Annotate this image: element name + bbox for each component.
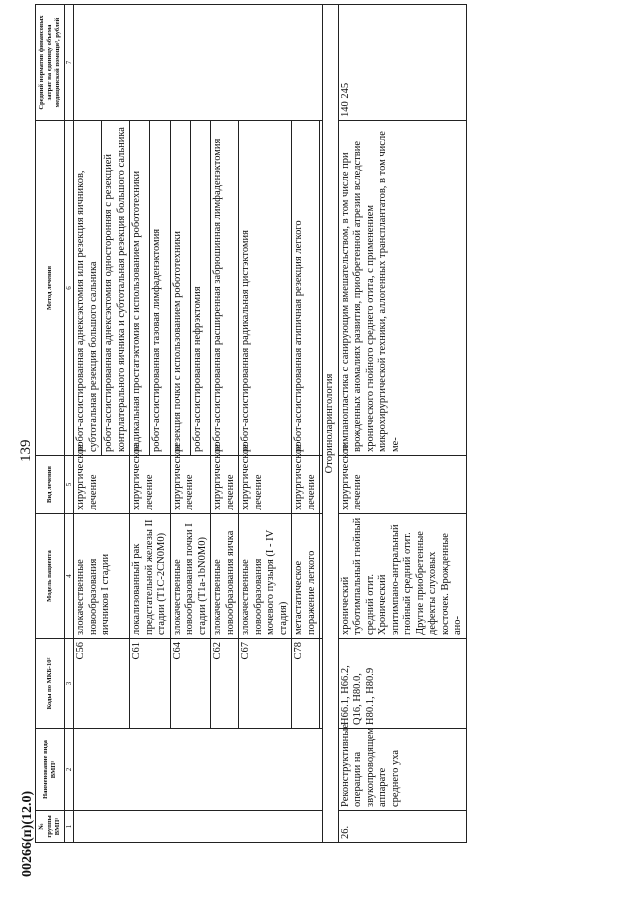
average-cost-cell — [74, 5, 323, 121]
icd-code: C67 — [239, 639, 292, 729]
table-row — [239, 5, 292, 843]
treatment-type: хирургическое лечение — [338, 456, 466, 514]
column-number: 4 — [65, 514, 74, 639]
icd-code: H66.1, H66.2, Q16, H80.0, H80.1, H80.9 — [338, 639, 466, 729]
column-number: 2 — [65, 729, 74, 811]
treatment-type: хирургическое лечение — [211, 456, 239, 514]
treatment-method: робот-ассистированная нефрэктомия — [190, 121, 210, 456]
patient-model: злокачественные новообразования яичников I стадии — [74, 514, 130, 639]
header-treatment-method: Метод лечения — [36, 121, 65, 456]
header-icd-codes: Коды по МКБ-10² — [36, 639, 65, 729]
vmp-name: Реконструктивные операции на звукопроводящем аппарате среднего уха — [338, 729, 466, 811]
treatment-method: робот-ассистированная аднексэктомия односторонняя с резекцией контрлатерального яичника и субтотальная резекция большого сальника — [102, 121, 130, 456]
header-row — [36, 5, 65, 843]
treatment-method: радикальная простатэктомия с использованием робототехники — [130, 121, 150, 456]
section-row — [323, 5, 339, 843]
section-title: Оториноларингология — [323, 5, 339, 843]
header-patient-model: Модель пациента — [36, 514, 65, 639]
header-treatment-type: Вид лечения — [36, 456, 65, 514]
treatment-method: робот-ассистированная аднексэктомия или резекция яичников, субтотальная резекция большого сальника — [74, 121, 102, 456]
page-number: 139 — [18, 439, 34, 462]
column-number: 1 — [65, 811, 74, 843]
column-number-row — [65, 5, 74, 843]
vmp-table — [35, 4, 467, 843]
column-number: 5 — [65, 456, 74, 514]
patient-model: метастатическое поражение легкого — [292, 514, 320, 639]
treatment-type: хирургическое лечение — [239, 456, 292, 514]
table-row — [338, 5, 466, 843]
treatment-method: робот-ассистированная тазовая лимфаденэктомия — [150, 121, 170, 456]
footer-code: 00266(п)(12.0) — [20, 790, 35, 877]
header-group-number: № группы ВМП¹ — [36, 811, 65, 843]
treatment-type: хирургическое лечение — [74, 456, 130, 514]
treatment-type: хирургическое лечение — [130, 456, 171, 514]
table-row — [170, 5, 190, 843]
treatment-method: робот-ассистированная радикальная цистэктомия — [239, 121, 292, 456]
average-cost: 140 245 — [338, 5, 466, 121]
header-vmp-name: Наименование вида ВМП¹ — [36, 729, 65, 811]
treatment-method: тимпанопластика с санирующим вмешательством, в том числе при врожденных аномалиях развития, приобретенной атрезии вследствие хронического гнойного среднего отита, с применением микрохирургической техники, аллогенных трансплантатов, в том числе ме- — [338, 121, 466, 456]
column-number: 6 — [65, 121, 74, 456]
column-number: 3 — [65, 639, 74, 729]
treatment-method: резекция почки с использованием робототехники — [170, 121, 190, 456]
patient-model: хронический туботимпальный гнойный средний отит. Хронический эпитимпано-антральный гнойный средний отит. Другие приобретенные дефекты слуховых косточек. Врожденные ано- — [338, 514, 466, 639]
treatment-method: робот-ассистированная атипичная резекция легкого — [292, 121, 320, 456]
icd-code: C62 — [211, 639, 239, 729]
group-number-cell — [74, 811, 323, 843]
icd-code: C56 — [74, 639, 130, 729]
treatment-method: робот-ассистированная расширенная забрюшинная лимфаденэктомия — [211, 121, 239, 456]
vmp-name-cell — [74, 729, 323, 811]
header-average-cost: Средний норматив финансовых затрат на единицу объема медицинской помощи³, рублей — [36, 5, 65, 121]
treatment-type: хирургическое лечение — [170, 456, 211, 514]
icd-code: C64 — [170, 639, 211, 729]
patient-model: злокачественные новообразования яичка — [211, 514, 239, 639]
patient-model: злокачественные новообразования мочевого пузыря (I - IV стадия) — [239, 514, 292, 639]
table-row — [211, 5, 239, 843]
table-row — [292, 5, 320, 843]
icd-code: C78 — [292, 639, 320, 729]
column-number: 7 — [65, 5, 74, 121]
table-row — [74, 5, 102, 843]
patient-model: злокачественные новообразования почки I стадии (T1a-1bN0M0) — [170, 514, 211, 639]
patient-model: локализованный рак предстательной железы II стадии (T1C-2CN0M0) — [130, 514, 171, 639]
group-number: 26. — [338, 811, 466, 843]
icd-code: C61 — [130, 639, 171, 729]
table-row — [130, 5, 150, 843]
treatment-type: хирургическое лечение — [292, 456, 320, 514]
